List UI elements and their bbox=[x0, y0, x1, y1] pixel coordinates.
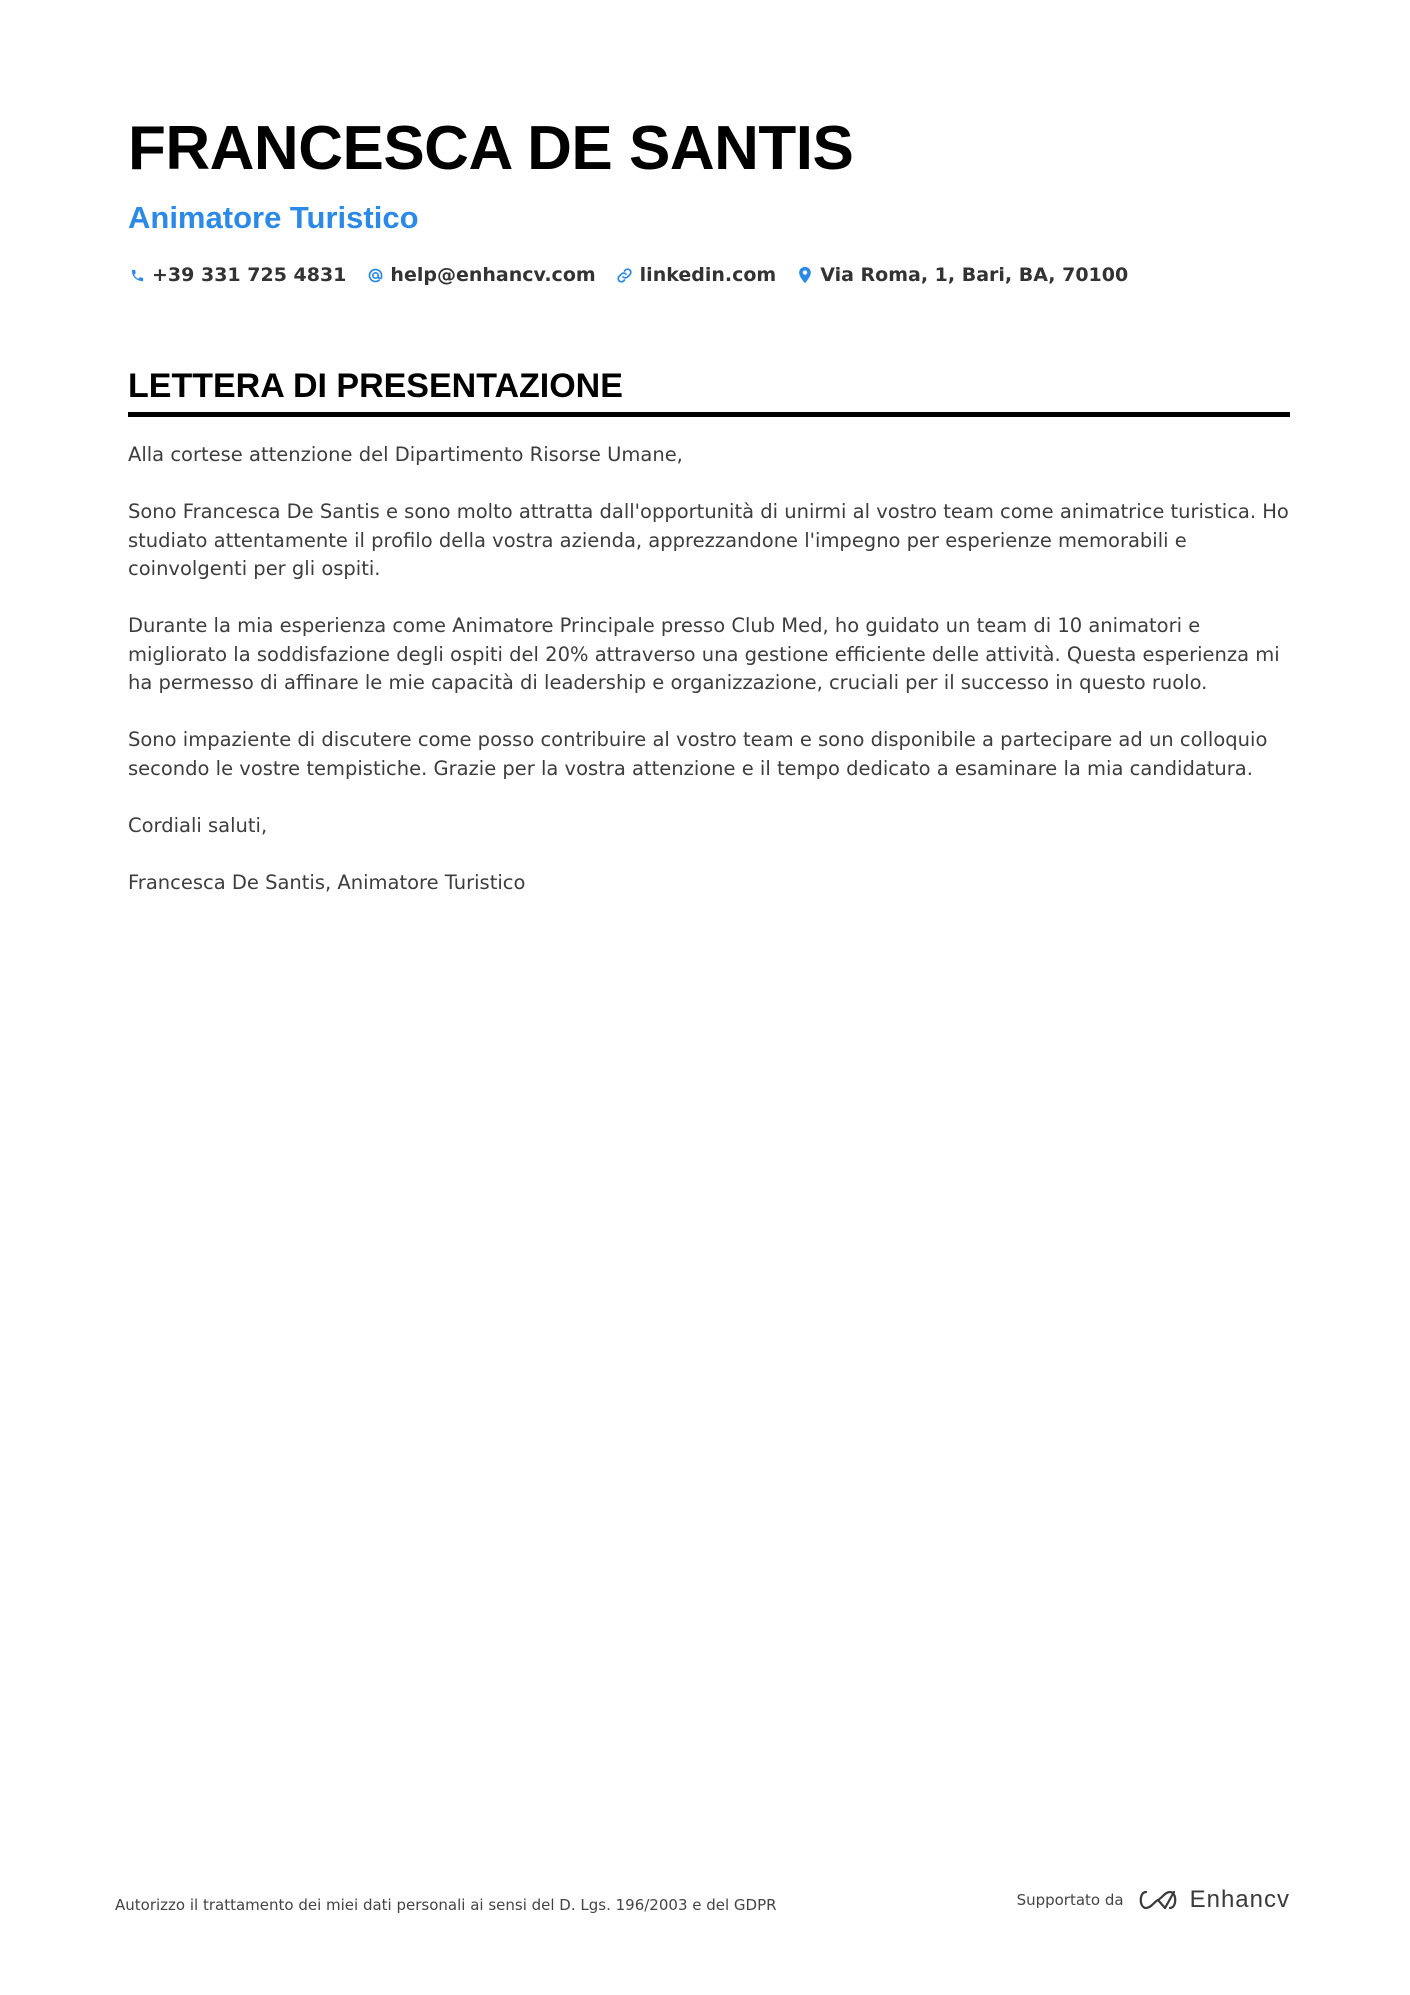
cover-letter-section bbox=[128, 364, 1290, 926]
contact-address bbox=[796, 264, 1128, 286]
phone-number: +39 331 725 4831 bbox=[152, 264, 347, 286]
candidate-name: FRANCESCA DE SANTIS bbox=[128, 114, 854, 183]
header bbox=[128, 108, 1288, 286]
location-pin-icon bbox=[796, 265, 814, 285]
privacy-note: Autorizzo il trattamento dei miei dati personali ai sensi del D. Lgs. 196/2003 e del GDPR bbox=[115, 1896, 777, 1914]
job-title: Animatore Turistico bbox=[128, 200, 419, 235]
letter-closing: Cordiali saluti, bbox=[128, 813, 268, 837]
letter-paragraph: Sono impaziente di discutere come posso contribuire al vostro team e sono disponibile a partecipare ad un colloquio secondo le vostre tempistiche. Grazie per la vostra attenzione e il tempo dedicato a esaminare la mia candidatura. bbox=[128, 728, 1268, 780]
contact-email[interactable] bbox=[366, 264, 595, 286]
linkedin-link: linkedin.com bbox=[639, 264, 777, 286]
letter-paragraph: Sono Francesca De Santis e sono molto attratta dall'opportunità di unirmi al vostro team come animatrice turistica. Ho studiato attentamente il profilo della vostra azienda, apprezzandone l'impegno per esperienze memorabili e coinvolgenti per gli ospiti. bbox=[128, 500, 1289, 580]
brand-name: Enhancv bbox=[1189, 1886, 1290, 1913]
address-text: Via Roma, 1, Bari, BA, 70100 bbox=[820, 264, 1129, 286]
supported-by-label: Supportato da bbox=[1016, 1891, 1124, 1909]
link-icon bbox=[616, 265, 634, 285]
at-icon bbox=[366, 265, 384, 285]
email-address: help@enhancv.com bbox=[390, 264, 596, 286]
section-title: LETTERA DI PRESENTAZIONE bbox=[128, 364, 1290, 417]
phone-icon bbox=[128, 265, 146, 285]
letter-signature: Francesca De Santis, Animatore Turistico bbox=[128, 870, 526, 894]
contact-phone[interactable] bbox=[128, 264, 346, 286]
enhancv-logo-icon bbox=[1136, 1888, 1180, 1912]
supported-by[interactable] bbox=[1017, 1886, 1290, 1914]
letter-body bbox=[128, 441, 1290, 897]
letter-greeting: Alla cortese attenzione del Dipartimento Risorse Umane, bbox=[128, 443, 683, 466]
contact-bar bbox=[128, 264, 1288, 286]
letter-paragraph: Durante la mia esperienza come Animatore Principale presso Club Med, ho guidato un team di 10 animatori e migliorato la soddisfazione degli ospiti del 20% attraverso una gestione efficiente delle attività. Questa esperienza mi ha permesso di affinare le mie capacità di leadership e organizzazione, cruciali per il successo in questo ruolo. bbox=[128, 614, 1280, 694]
contact-link[interactable] bbox=[616, 264, 777, 286]
